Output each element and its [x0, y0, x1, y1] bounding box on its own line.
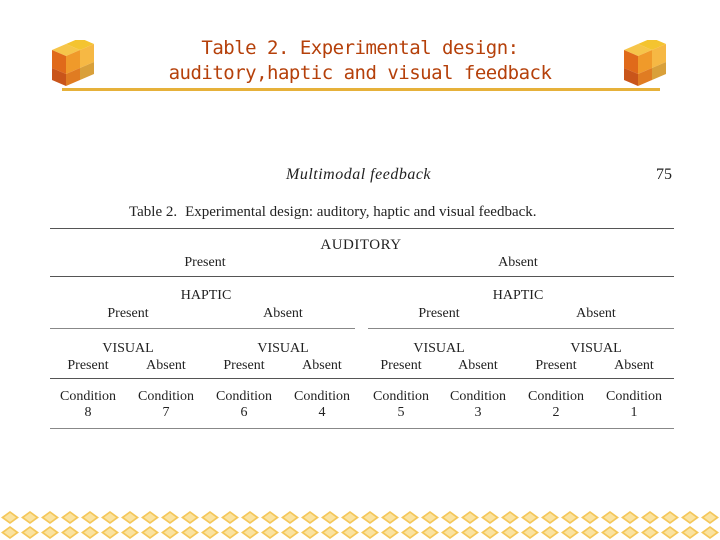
auditory-present: Present	[184, 255, 226, 270]
haptic-rule-left	[50, 328, 355, 329]
condition-label: Condition	[527, 389, 585, 404]
visual-4-present: Present	[535, 358, 577, 373]
visual-1-absent: Absent	[146, 358, 186, 373]
visual-rule	[50, 378, 674, 379]
haptic-1-absent: Absent	[263, 306, 303, 321]
haptic-header-1: HAPTIC	[180, 288, 232, 303]
condition-number: 8	[84, 405, 92, 420]
table-top-rule	[50, 228, 674, 229]
visual-2-present: Present	[223, 358, 265, 373]
haptic-2-present: Present	[418, 306, 460, 321]
condition-label: Condition	[449, 389, 507, 404]
condition-number: 7	[162, 405, 170, 420]
visual-header-4: VISUAL	[570, 341, 622, 356]
condition-label: Condition	[293, 389, 351, 404]
table-caption	[129, 204, 537, 221]
visual-header-1: VISUAL	[102, 341, 154, 356]
visual-1-present: Present	[67, 358, 109, 373]
visual-header-3: VISUAL	[413, 341, 465, 356]
auditory-absent: Absent	[498, 255, 538, 270]
table-bottom-rule	[50, 428, 674, 429]
running-head: Multimodal feedback	[286, 166, 432, 183]
auditory-header: AUDITORY	[320, 237, 402, 253]
visual-4-absent: Absent	[614, 358, 654, 373]
condition-label: Condition	[215, 389, 273, 404]
table-caption-label: Table 2.	[129, 204, 178, 220]
page-number: 75	[656, 166, 672, 183]
slide-title-line-1: Table 2. Experimental design:	[201, 37, 519, 59]
condition-number: 2	[552, 405, 560, 420]
auditory-rule	[50, 276, 674, 277]
cube-logo-right-icon	[618, 40, 670, 90]
visual-3-absent: Absent	[458, 358, 498, 373]
condition-number: 3	[474, 405, 482, 420]
slide-title-line-2: auditory,haptic and visual feedback	[168, 62, 552, 84]
condition-number: 1	[630, 405, 638, 420]
condition-label: Condition	[605, 389, 663, 404]
table-caption-text: Experimental design: auditory, haptic and visual feedback.	[185, 204, 537, 220]
haptic-2-absent: Absent	[576, 306, 616, 321]
title-underline	[62, 88, 660, 91]
visual-header-2: VISUAL	[257, 341, 309, 356]
footer-diamond-pattern	[0, 510, 720, 540]
condition-number: 5	[397, 405, 405, 420]
condition-number: 6	[240, 405, 248, 420]
condition-number: 4	[318, 405, 326, 420]
slide-title	[150, 36, 570, 86]
condition-label: Condition	[137, 389, 195, 404]
haptic-1-present: Present	[107, 306, 149, 321]
cube-logo-left-icon	[46, 40, 98, 90]
document-page-header	[0, 166, 720, 190]
visual-3-present: Present	[380, 358, 422, 373]
visual-2-absent: Absent	[302, 358, 342, 373]
condition-label: Condition	[59, 389, 117, 404]
condition-label: Condition	[372, 389, 430, 404]
haptic-header-2: HAPTIC	[492, 288, 544, 303]
haptic-rule-right	[368, 328, 674, 329]
